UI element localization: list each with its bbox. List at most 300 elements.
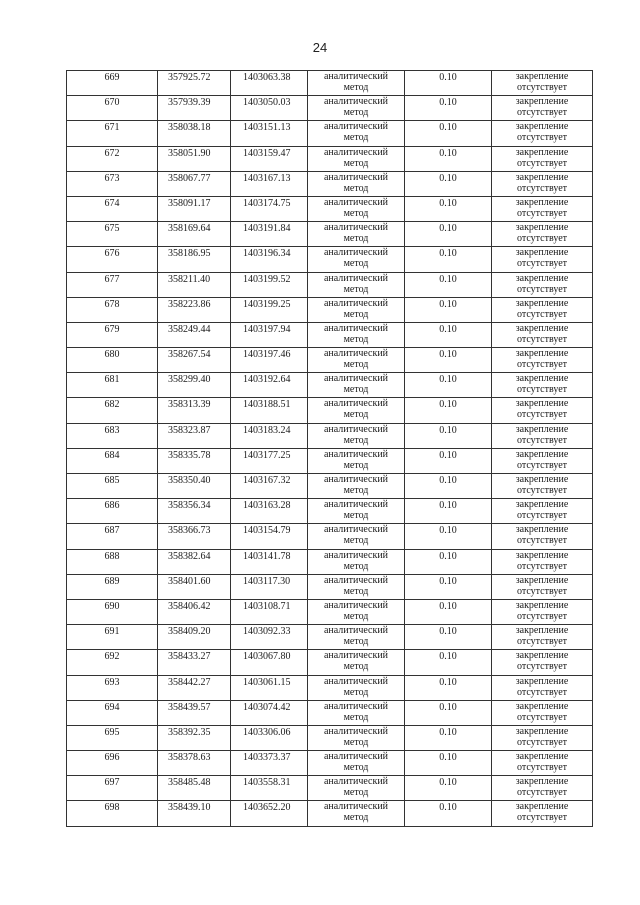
y-coordinate-cell bbox=[231, 650, 308, 675]
fixing-cell bbox=[492, 121, 593, 146]
fixing-line-1: закрепление bbox=[515, 675, 569, 687]
fixing-line-1: закрепление bbox=[515, 398, 569, 410]
fixing-cell bbox=[492, 171, 593, 196]
fixing-cell bbox=[492, 398, 593, 423]
method-line-2: метод bbox=[343, 711, 369, 723]
x-coordinate: 358366.73 bbox=[168, 525, 211, 537]
accuracy-cell bbox=[405, 322, 492, 347]
accuracy: 0.10 bbox=[439, 626, 457, 638]
accuracy-cell bbox=[405, 801, 492, 826]
point-number: 684 bbox=[104, 449, 120, 461]
fixing-cell bbox=[492, 574, 593, 599]
fixing-cell bbox=[492, 96, 593, 121]
accuracy-cell bbox=[405, 599, 492, 624]
fixing-cell bbox=[492, 322, 593, 347]
table-row bbox=[67, 423, 593, 448]
y-coordinate: 1403117.30 bbox=[243, 575, 291, 587]
fixing-line-1: закрепление bbox=[515, 574, 569, 586]
method-line-1: аналитический bbox=[323, 499, 389, 511]
point-number-cell bbox=[67, 423, 158, 448]
accuracy-cell bbox=[405, 171, 492, 196]
table-row bbox=[67, 222, 593, 247]
table-row bbox=[67, 700, 593, 725]
fixing-cell bbox=[492, 373, 593, 398]
method-line-2: метод bbox=[343, 207, 369, 219]
point-number: 688 bbox=[104, 550, 120, 562]
accuracy: 0.10 bbox=[439, 802, 457, 814]
method-cell bbox=[308, 222, 405, 247]
y-coordinate-cell bbox=[231, 751, 308, 776]
y-coordinate: 1403191.84 bbox=[243, 223, 291, 235]
fixing-line-1: закрепление bbox=[515, 549, 569, 561]
accuracy-cell bbox=[405, 751, 492, 776]
x-coordinate: 358356.34 bbox=[168, 500, 211, 512]
y-coordinate-cell bbox=[231, 297, 308, 322]
accuracy: 0.10 bbox=[439, 374, 457, 386]
table-row bbox=[67, 171, 593, 196]
method-line-2: метод bbox=[343, 233, 369, 245]
y-coordinate: 1403177.25 bbox=[243, 449, 291, 461]
point-number: 682 bbox=[104, 399, 120, 411]
x-coordinate-cell bbox=[158, 776, 231, 801]
fixing-cell bbox=[492, 348, 593, 373]
method-line-1: аналитический bbox=[323, 549, 389, 561]
accuracy: 0.10 bbox=[439, 399, 457, 411]
y-coordinate-cell bbox=[231, 196, 308, 221]
fixing-cell bbox=[492, 599, 593, 624]
accuracy: 0.10 bbox=[439, 248, 457, 260]
method-line-1: аналитический bbox=[323, 524, 389, 536]
method-line-2: метод bbox=[343, 661, 369, 673]
accuracy: 0.10 bbox=[439, 424, 457, 436]
table-row bbox=[67, 776, 593, 801]
fixing-line-2: отсутствует bbox=[516, 283, 568, 295]
method-cell bbox=[308, 247, 405, 272]
fixing-cell bbox=[492, 524, 593, 549]
method-line-1: аналитический bbox=[323, 71, 389, 82]
fixing-line-2: отсутствует bbox=[516, 258, 568, 270]
table-row bbox=[67, 398, 593, 423]
fixing-cell bbox=[492, 423, 593, 448]
x-coordinate: 358401.60 bbox=[168, 575, 211, 587]
y-coordinate-cell bbox=[231, 171, 308, 196]
x-coordinate-cell bbox=[158, 625, 231, 650]
method-line-1: аналитический bbox=[323, 348, 389, 360]
method-line-2: метод bbox=[343, 434, 369, 446]
point-number: 681 bbox=[104, 374, 120, 386]
table-row bbox=[67, 196, 593, 221]
method-line-1: аналитический bbox=[323, 725, 389, 737]
method-cell bbox=[308, 348, 405, 373]
y-coordinate: 1403163.28 bbox=[243, 500, 291, 512]
y-coordinate-cell bbox=[231, 272, 308, 297]
fixing-line-2: отсутствует bbox=[516, 661, 568, 673]
fixing-line-1: закрепление bbox=[515, 373, 569, 385]
method-line-1: аналитический bbox=[323, 423, 389, 435]
method-line-2: метод bbox=[343, 510, 369, 522]
point-number: 692 bbox=[104, 651, 120, 663]
point-number: 695 bbox=[104, 726, 120, 738]
method-line-1: аналитический bbox=[323, 196, 389, 208]
point-number-cell bbox=[67, 297, 158, 322]
y-coordinate: 1403167.13 bbox=[243, 172, 291, 184]
y-coordinate-cell bbox=[231, 776, 308, 801]
table-row bbox=[67, 650, 593, 675]
method-line-1: аналитический bbox=[323, 146, 389, 158]
fixing-line-2: отсутствует bbox=[516, 459, 568, 471]
x-coordinate: 358091.17 bbox=[168, 197, 211, 209]
x-coordinate: 358485.48 bbox=[168, 777, 211, 789]
y-coordinate-cell bbox=[231, 121, 308, 146]
y-coordinate-cell bbox=[231, 71, 308, 96]
fixing-line-1: закрепление bbox=[515, 272, 569, 284]
accuracy: 0.10 bbox=[439, 500, 457, 512]
x-coordinate-cell bbox=[158, 272, 231, 297]
method-line-1: аналитический bbox=[323, 650, 389, 662]
y-coordinate-cell bbox=[231, 398, 308, 423]
fixing-line-2: отсутствует bbox=[516, 560, 568, 572]
table-row bbox=[67, 599, 593, 624]
fixing-line-1: закрепление bbox=[515, 247, 569, 259]
x-coordinate-cell bbox=[158, 222, 231, 247]
fixing-line-1: закрепление bbox=[515, 322, 569, 334]
coordinates-table-body bbox=[67, 71, 593, 827]
y-coordinate: 1403050.03 bbox=[243, 97, 291, 109]
x-coordinate-cell bbox=[158, 297, 231, 322]
point-number: 696 bbox=[104, 752, 120, 764]
x-coordinate: 358313.39 bbox=[168, 399, 211, 411]
y-coordinate-cell bbox=[231, 675, 308, 700]
x-coordinate: 357925.72 bbox=[168, 72, 211, 83]
method-line-1: аналитический bbox=[323, 171, 389, 183]
x-coordinate: 358067.77 bbox=[168, 172, 211, 184]
x-coordinate-cell bbox=[158, 373, 231, 398]
y-coordinate: 1403108.71 bbox=[243, 600, 291, 612]
accuracy-cell bbox=[405, 474, 492, 499]
y-coordinate: 1403652.20 bbox=[243, 802, 291, 814]
y-coordinate: 1403197.46 bbox=[243, 349, 291, 361]
point-number: 673 bbox=[104, 172, 120, 184]
method-line-2: метод bbox=[343, 258, 369, 270]
method-line-1: аналитический bbox=[323, 96, 389, 108]
point-number-cell bbox=[67, 474, 158, 499]
accuracy-cell bbox=[405, 71, 492, 96]
fixing-cell bbox=[492, 499, 593, 524]
point-number-cell bbox=[67, 625, 158, 650]
x-coordinate: 358038.18 bbox=[168, 122, 211, 134]
accuracy: 0.10 bbox=[439, 273, 457, 285]
x-coordinate-cell bbox=[158, 599, 231, 624]
accuracy: 0.10 bbox=[439, 147, 457, 159]
accuracy: 0.10 bbox=[439, 701, 457, 713]
fixing-line-2: отсутствует bbox=[516, 207, 568, 219]
method-cell bbox=[308, 524, 405, 549]
y-coordinate-cell bbox=[231, 574, 308, 599]
fixing-line-2: отсутствует bbox=[516, 535, 568, 547]
point-number-cell bbox=[67, 71, 158, 96]
point-number-cell bbox=[67, 272, 158, 297]
table-row bbox=[67, 96, 593, 121]
x-coordinate: 358299.40 bbox=[168, 374, 211, 386]
x-coordinate-cell bbox=[158, 524, 231, 549]
y-coordinate: 1403197.94 bbox=[243, 323, 291, 335]
method-line-2: метод bbox=[343, 82, 369, 93]
method-cell bbox=[308, 801, 405, 826]
y-coordinate-cell bbox=[231, 549, 308, 574]
point-number: 678 bbox=[104, 298, 120, 310]
method-cell bbox=[308, 474, 405, 499]
method-line-2: метод bbox=[343, 762, 369, 774]
y-coordinate: 1403167.32 bbox=[243, 475, 291, 486]
method-line-2: метод bbox=[343, 812, 369, 824]
x-coordinate: 358406.42 bbox=[168, 600, 211, 612]
method-line-1: аналитический bbox=[323, 625, 389, 637]
accuracy-cell bbox=[405, 448, 492, 473]
x-coordinate-cell bbox=[158, 322, 231, 347]
point-number-cell bbox=[67, 650, 158, 675]
fixing-line-2: отсутствует bbox=[516, 610, 568, 622]
table-row bbox=[67, 448, 593, 473]
y-coordinate: 1403063.38 bbox=[243, 72, 291, 83]
point-number-cell bbox=[67, 599, 158, 624]
accuracy: 0.10 bbox=[439, 575, 457, 587]
method-line-2: метод bbox=[343, 686, 369, 698]
accuracy-cell bbox=[405, 196, 492, 221]
x-coordinate: 358267.54 bbox=[168, 349, 211, 361]
method-line-1: аналитический bbox=[323, 373, 389, 385]
point-number-cell bbox=[67, 524, 158, 549]
fixing-line-1: закрепление bbox=[515, 499, 569, 511]
y-coordinate: 1403141.78 bbox=[243, 550, 291, 562]
y-coordinate-cell bbox=[231, 247, 308, 272]
fixing-line-2: отсутствует bbox=[516, 308, 568, 320]
fixing-line-2: отсутствует bbox=[516, 333, 568, 345]
y-coordinate: 1403174.75 bbox=[243, 197, 291, 209]
table-row bbox=[67, 524, 593, 549]
fixing-line-2: отсутствует bbox=[516, 510, 568, 522]
table-row bbox=[67, 549, 593, 574]
y-coordinate: 1403183.24 bbox=[243, 424, 291, 436]
y-coordinate-cell bbox=[231, 499, 308, 524]
accuracy-cell bbox=[405, 146, 492, 171]
fixing-line-1: закрепление bbox=[515, 448, 569, 460]
y-coordinate: 1403092.33 bbox=[243, 626, 291, 638]
fixing-line-2: отсутствует bbox=[516, 585, 568, 597]
method-line-1: аналитический bbox=[323, 599, 389, 611]
accuracy-cell bbox=[405, 499, 492, 524]
method-line-2: метод bbox=[343, 157, 369, 169]
fixing-line-1: закрепление bbox=[515, 751, 569, 763]
method-line-2: метод bbox=[343, 308, 369, 320]
point-number: 689 bbox=[104, 575, 120, 587]
y-coordinate: 1403154.79 bbox=[243, 525, 291, 537]
method-line-1: аналитический bbox=[323, 322, 389, 334]
fixing-line-2: отсутствует bbox=[516, 736, 568, 748]
point-number-cell bbox=[67, 398, 158, 423]
method-cell bbox=[308, 423, 405, 448]
method-line-1: аналитический bbox=[323, 222, 389, 234]
accuracy: 0.10 bbox=[439, 197, 457, 209]
coordinates-table bbox=[66, 70, 593, 827]
fixing-cell bbox=[492, 751, 593, 776]
y-coordinate-cell bbox=[231, 524, 308, 549]
method-line-2: метод bbox=[343, 560, 369, 572]
x-coordinate-cell bbox=[158, 196, 231, 221]
x-coordinate-cell bbox=[158, 549, 231, 574]
table-row bbox=[67, 322, 593, 347]
method-cell bbox=[308, 776, 405, 801]
method-line-2: метод bbox=[343, 787, 369, 799]
y-coordinate-cell bbox=[231, 700, 308, 725]
accuracy-cell bbox=[405, 675, 492, 700]
table-row bbox=[67, 499, 593, 524]
accuracy: 0.10 bbox=[439, 752, 457, 764]
accuracy: 0.10 bbox=[439, 777, 457, 789]
x-coordinate-cell bbox=[158, 146, 231, 171]
x-coordinate-cell bbox=[158, 474, 231, 499]
accuracy-cell bbox=[405, 423, 492, 448]
x-coordinate-cell bbox=[158, 725, 231, 750]
method-line-1: аналитический bbox=[323, 675, 389, 687]
point-number-cell bbox=[67, 196, 158, 221]
method-cell bbox=[308, 499, 405, 524]
x-coordinate-cell bbox=[158, 423, 231, 448]
fixing-cell bbox=[492, 700, 593, 725]
point-number: 669 bbox=[104, 72, 120, 83]
y-coordinate-cell bbox=[231, 96, 308, 121]
accuracy-cell bbox=[405, 272, 492, 297]
point-number-cell bbox=[67, 171, 158, 196]
method-cell bbox=[308, 297, 405, 322]
fixing-cell bbox=[492, 650, 593, 675]
fixing-line-1: закрепление bbox=[515, 96, 569, 108]
x-coordinate-cell bbox=[158, 574, 231, 599]
y-coordinate: 1403074.42 bbox=[243, 701, 291, 713]
method-cell bbox=[308, 373, 405, 398]
method-cell bbox=[308, 171, 405, 196]
point-number-cell bbox=[67, 751, 158, 776]
x-coordinate: 358382.64 bbox=[168, 550, 211, 562]
method-line-2: метод bbox=[343, 610, 369, 622]
point-number-cell bbox=[67, 348, 158, 373]
fixing-cell bbox=[492, 801, 593, 826]
x-coordinate: 358439.57 bbox=[168, 701, 211, 713]
x-coordinate-cell bbox=[158, 700, 231, 725]
x-coordinate-cell bbox=[158, 171, 231, 196]
point-number: 697 bbox=[104, 777, 120, 789]
y-coordinate: 1403061.15 bbox=[243, 676, 291, 688]
point-number-cell bbox=[67, 549, 158, 574]
fixing-line-1: закрепление bbox=[515, 625, 569, 637]
accuracy-cell bbox=[405, 348, 492, 373]
fixing-line-2: отсутствует bbox=[516, 157, 568, 169]
accuracy: 0.10 bbox=[439, 550, 457, 562]
method-line-2: метод bbox=[343, 585, 369, 597]
fixing-line-2: отсутствует bbox=[516, 686, 568, 698]
fixing-cell bbox=[492, 448, 593, 473]
point-number-cell bbox=[67, 675, 158, 700]
accuracy-cell bbox=[405, 650, 492, 675]
fixing-line-1: закрепление bbox=[515, 146, 569, 158]
x-coordinate-cell bbox=[158, 398, 231, 423]
table-row bbox=[67, 297, 593, 322]
x-coordinate: 358335.78 bbox=[168, 449, 211, 461]
fixing-cell bbox=[492, 146, 593, 171]
fixing-line-2: отсутствует bbox=[516, 82, 568, 93]
method-line-1: аналитический bbox=[323, 574, 389, 586]
method-line-2: метод bbox=[343, 459, 369, 471]
y-coordinate-cell bbox=[231, 801, 308, 826]
point-number: 690 bbox=[104, 600, 120, 612]
accuracy: 0.10 bbox=[439, 349, 457, 361]
accuracy: 0.10 bbox=[439, 449, 457, 461]
y-coordinate: 1403151.13 bbox=[243, 122, 291, 134]
method-cell bbox=[308, 96, 405, 121]
fixing-cell bbox=[492, 776, 593, 801]
table-row bbox=[67, 801, 593, 826]
method-cell bbox=[308, 121, 405, 146]
point-number-cell bbox=[67, 776, 158, 801]
fixing-line-1: закрепление bbox=[515, 599, 569, 611]
fixing-cell bbox=[492, 297, 593, 322]
accuracy: 0.10 bbox=[439, 676, 457, 688]
x-coordinate-cell bbox=[158, 801, 231, 826]
point-number: 686 bbox=[104, 500, 120, 512]
y-coordinate-cell bbox=[231, 423, 308, 448]
method-cell bbox=[308, 272, 405, 297]
method-cell bbox=[308, 725, 405, 750]
accuracy: 0.10 bbox=[439, 298, 457, 310]
accuracy: 0.10 bbox=[439, 72, 457, 83]
fixing-cell bbox=[492, 247, 593, 272]
fixing-line-2: отсутствует bbox=[516, 434, 568, 446]
point-number-cell bbox=[67, 725, 158, 750]
y-coordinate-cell bbox=[231, 625, 308, 650]
accuracy: 0.10 bbox=[439, 726, 457, 738]
y-coordinate-cell bbox=[231, 348, 308, 373]
point-number: 691 bbox=[104, 626, 120, 638]
point-number: 694 bbox=[104, 701, 120, 713]
method-cell bbox=[308, 574, 405, 599]
table-row bbox=[67, 574, 593, 599]
y-coordinate: 1403196.34 bbox=[243, 248, 291, 260]
x-coordinate-cell bbox=[158, 448, 231, 473]
method-line-2: метод bbox=[343, 283, 369, 295]
method-line-2: метод bbox=[343, 132, 369, 144]
x-coordinate: 358392.35 bbox=[168, 726, 211, 738]
table-row bbox=[67, 625, 593, 650]
point-number: 693 bbox=[104, 676, 120, 688]
method-line-2: метод bbox=[343, 535, 369, 547]
accuracy: 0.10 bbox=[439, 223, 457, 235]
method-line-1: аналитический bbox=[323, 297, 389, 309]
method-line-1: аналитический bbox=[323, 474, 389, 485]
accuracy-cell bbox=[405, 222, 492, 247]
method-line-2: метод bbox=[343, 384, 369, 396]
point-number: 687 bbox=[104, 525, 120, 537]
accuracy: 0.10 bbox=[439, 600, 457, 612]
x-coordinate-cell bbox=[158, 348, 231, 373]
fixing-line-2: отсутствует bbox=[516, 384, 568, 396]
method-line-2: метод bbox=[343, 182, 369, 194]
point-number-cell bbox=[67, 121, 158, 146]
fixing-line-1: закрепление bbox=[515, 121, 569, 133]
y-coordinate: 1403373.37 bbox=[243, 752, 291, 764]
fixing-line-1: закрепление bbox=[515, 423, 569, 435]
point-number: 671 bbox=[104, 122, 120, 134]
x-coordinate: 358186.95 bbox=[168, 248, 211, 260]
x-coordinate: 358211.40 bbox=[168, 273, 211, 285]
